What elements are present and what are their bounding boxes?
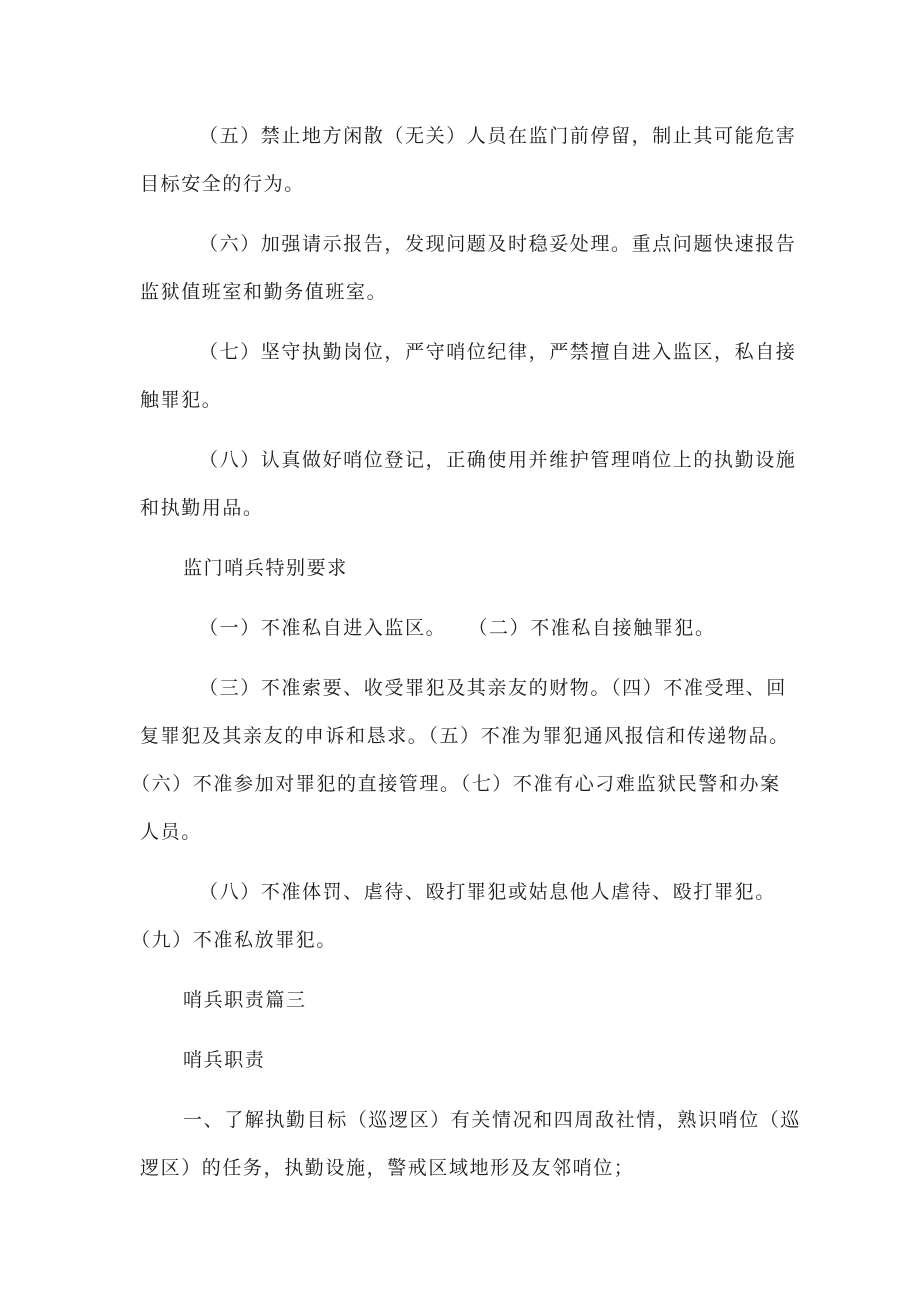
- duty-1-line-2: 逻区）的任务，执勤设施，警戒区域地形及友邻哨位；: [140, 1157, 635, 1179]
- section-heading-part-three: 哨兵职责篇三: [183, 989, 307, 1011]
- requirements-1-2: （一）不准私自进入监区。 （二）不准私自接触罪犯。: [199, 617, 716, 639]
- paragraph-5-line-1: （五）禁止地方闲散（无关）人员在监门前停留，制止其可能危害: [199, 125, 797, 147]
- paragraph-7-line-2: 触罪犯。: [140, 389, 223, 411]
- paragraph-6-line-2: 监狱值班室和勤务值班室。: [140, 281, 388, 303]
- paragraph-8-line-2: 和执勤用品。: [140, 497, 264, 519]
- requirements-8-line-1: （八）不准体罚、虐待、殴打罪犯或姑息他人虐待、殴打罪犯。: [199, 881, 776, 903]
- paragraph-6-line-1: （六）加强请示报告，发现问题及时稳妥处理。重点问题快速报告: [199, 233, 797, 255]
- section-heading-gate-sentry-requirements: 监门哨兵特别要求: [183, 557, 348, 579]
- requirements-8-line-2: （九）不准私放罪犯。: [131, 929, 338, 951]
- requirements-3-line-1: （三）不准索要、收受罪犯及其亲友的财物。（四）不准受理、回: [199, 677, 787, 699]
- section-heading-sentry-duties: 哨兵职责: [183, 1049, 266, 1071]
- requirements-3-line-3: （六）不准参加对罪犯的直接管理。（七）不准有心刁难监狱民警和办案: [131, 773, 781, 795]
- paragraph-7-line-1: （七）坚守执勤岗位，严守哨位纪律，严禁擅自进入监区，私自接: [199, 341, 797, 363]
- paragraph-5-line-2: 目标安全的行为。: [140, 173, 305, 195]
- requirements-3-line-2: 复罪犯及其亲友的申诉和恳求。（五）不准为罪犯通风报信和传递物品。: [140, 725, 790, 747]
- duty-1-line-1: 一、了解执勤目标（巡逻区）有关情况和四周敌社情，熟识哨位（巡: [183, 1109, 802, 1131]
- requirements-3-line-4: 人员。: [140, 821, 202, 843]
- paragraph-8-line-1: （八）认真做好哨位登记，正确使用并维护管理哨位上的执勤设施: [199, 449, 797, 471]
